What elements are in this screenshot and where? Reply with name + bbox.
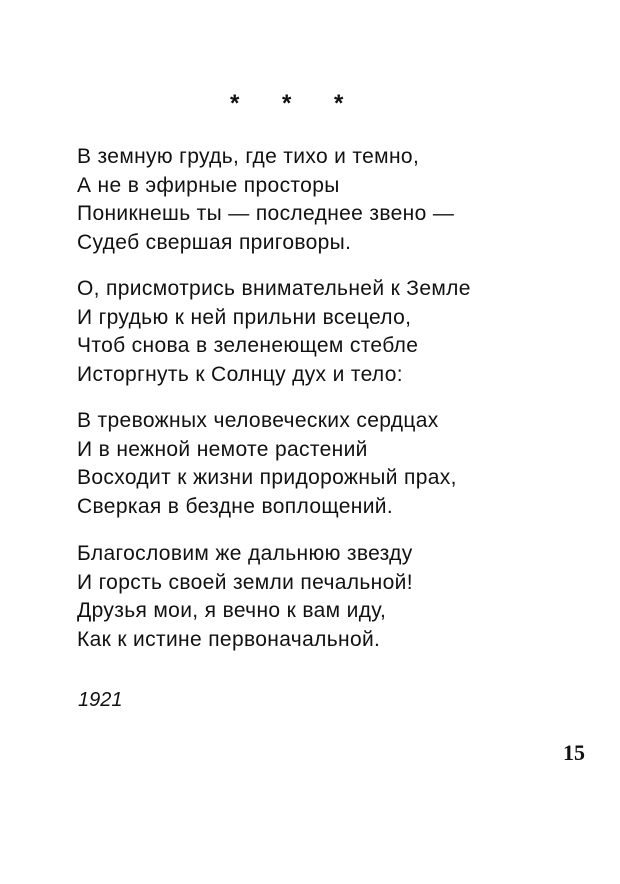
poem-line: И грудью к ней прильни всецело, — [77, 305, 412, 329]
poem-line: И горсть своей земли печальной! — [77, 570, 413, 594]
poem-year: 1921 — [78, 689, 123, 711]
poem-line: Сверкая в бездне воплощений. — [77, 494, 394, 518]
poem-line: Благословим же дальнюю звезду — [77, 542, 413, 565]
stanza-2 — [77, 275, 547, 389]
poem-line: О, присмотрись внимательней к Земле — [77, 277, 471, 300]
poem-line: В земную грудь, где тихо и темно, — [77, 145, 420, 168]
stanza-3 — [77, 407, 547, 521]
poem-line: Исторгнуть к Солнцу дух и тело: — [77, 362, 403, 386]
poem-line: Судеб свершая приговоры. — [77, 230, 352, 254]
poem-line: Друзья мои, я вечно к вам иду, — [77, 599, 387, 622]
asterism-divider: * * * — [230, 90, 362, 117]
page-number: 15 — [563, 740, 585, 765]
poem-line: Поникнешь ты — последнее звено — — [77, 202, 455, 225]
poem-line: А не в эфирные просторы — [77, 173, 340, 197]
stanza-1 — [77, 143, 547, 257]
poem-line: В тревожных человеческих сердцах — [77, 409, 439, 432]
poem-line: Чтоб снова в зеленеющем стебле — [77, 334, 419, 357]
poem-line: И в нежной немоте растений — [77, 437, 368, 461]
poem-line: Как к истине первоначальной. — [77, 627, 381, 651]
stanza-4 — [77, 540, 547, 654]
poem-line: Восходит к жизни придорожный прах, — [77, 466, 457, 489]
